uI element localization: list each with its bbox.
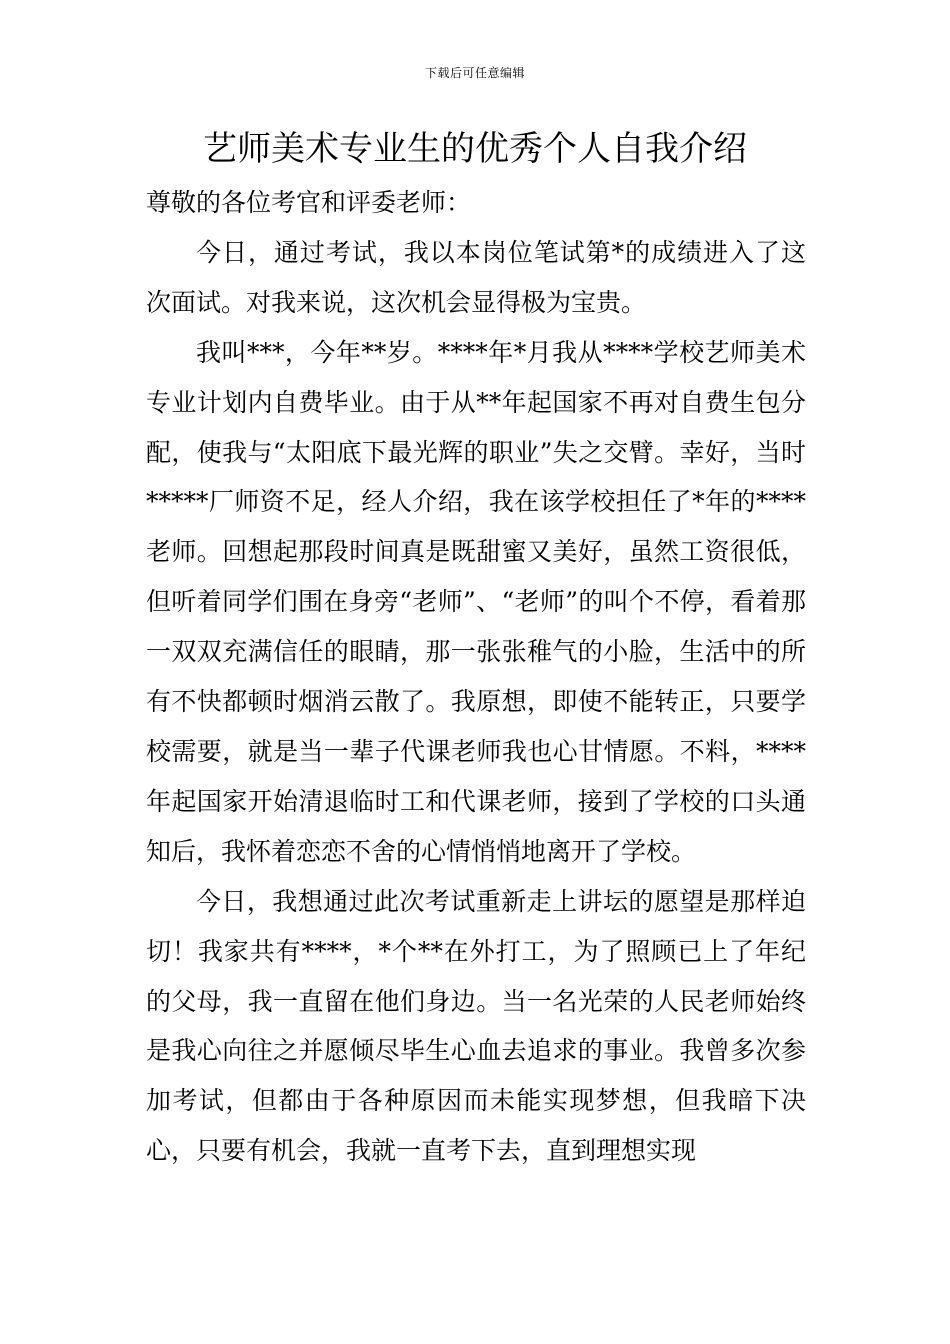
paragraph-3: 今日，我想通过此次考试重新走上讲坛的愿望是那样迫切！我家共有****，*个**在外打工，为了照顾已上了年纪的父母，我一直留在他们身边。当一名光荣的人民老师始终是我心向往之并愿倾尽毕生心血去追求的事业。我曾多次参加考试，但都由于各种原因而未能实现梦想，但我暗下决心，只要有机会，我就一直考下去，直到理想实现	[146, 886, 806, 1166]
document-title: 艺师美术专业生的优秀个人自我介绍	[203, 129, 747, 169]
header-note: 下载后可任意编辑	[424, 66, 525, 80]
paragraph-2: 我叫***，今年**岁。****年*月我从****学校艺师美术专业计划内自费毕业。由于从**年起国家不再对自费生包分配，使我与“太阳底下最光辉的职业”失之交臂。幸好，当时*****厂师资不足，经人介绍，我在该学校担任了*年的****老师。回想起那段时间真是既甜蜜又美好，虽然工资很低，但听着同学们围在身旁“老师”、“老师”的叫个不停，看着那一双双充满信任的眼睛，那一张张稚气的小脸，生活中的所有不快都顿时烟消云散了。我原想，即使不能转正，只要学校需要，就是当一辈子代课老师我也心甘情愿。不料，****年起国家开始清退临时工和代课老师，接到了学校的口头通知后，我怀着恋恋不舍的心情悄悄地离开了学校。	[146, 337, 806, 866]
greeting: 尊敬的各位考官和评委老师：	[146, 188, 472, 217]
document-body	[146, 178, 806, 1176]
paragraph-1: 今日，通过考试，我以本岗位笔试第*的成绩进入了这次面试。对我来说，这次机会显得极为宝贵。	[146, 237, 806, 317]
